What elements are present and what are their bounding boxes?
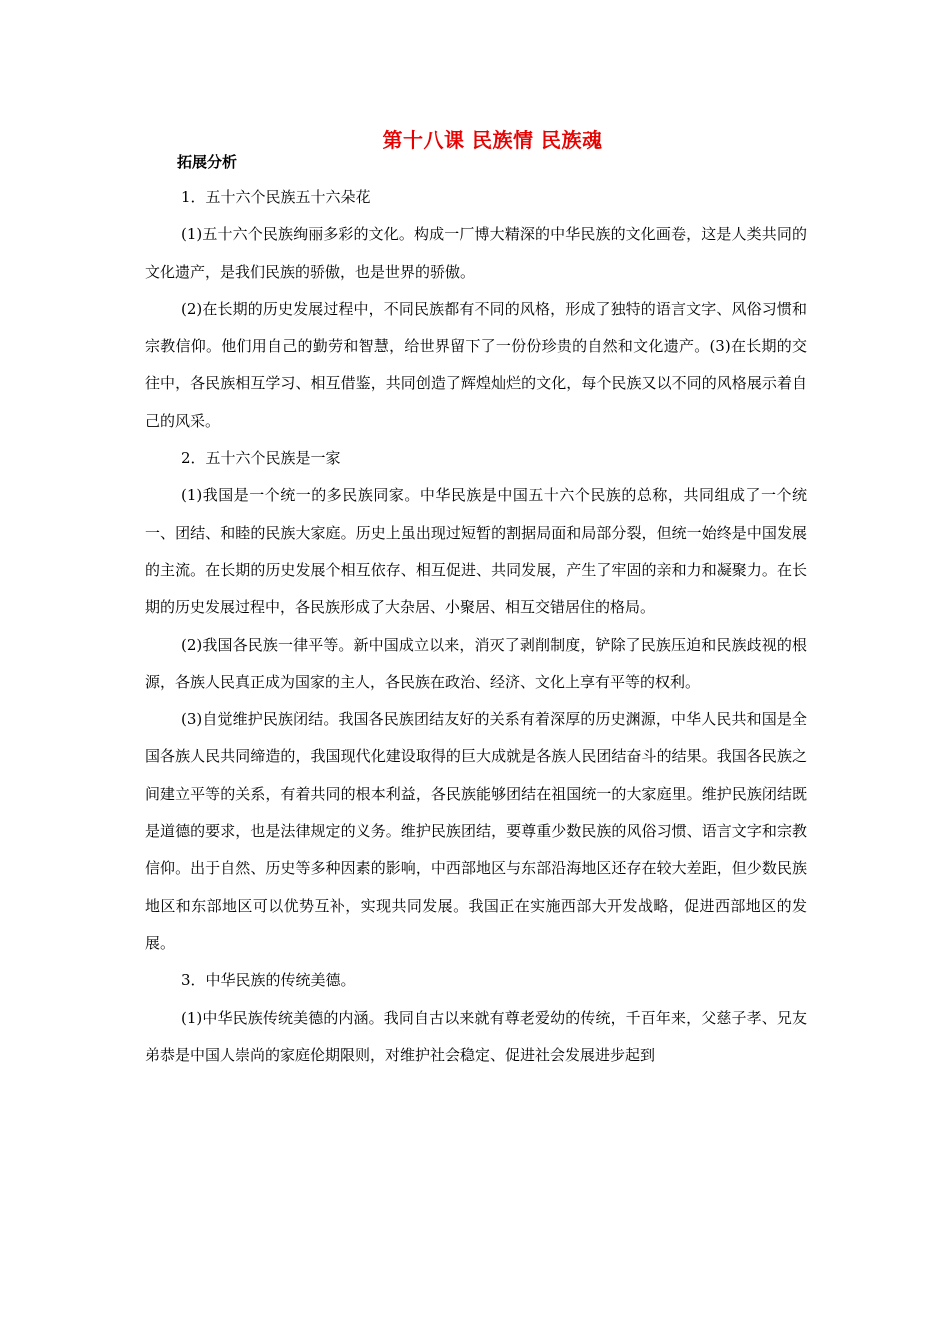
page-title: 第十八课 民族情 民族魂 bbox=[382, 128, 603, 152]
document-body bbox=[145, 179, 807, 1074]
paragraph: (3)自觉维护民族闭结。我国各民族团结友好的关系有着深厚的历史渊源，中华人民共和国是全国各族人民共同缔造的，我国现代化建设取得的巨大成就是各族人民团结奋斗的结果。我国各民族之间建立平等的关系，有着共同的根本利益，各民族能够团结在祖国统一的大家庭里。维护民族闭结既是道德的要求，也是法律规定的义务。维护民族团结，要尊重少数民族的风俗习惯、语言文字和宗教信仰。出于自然、历史等多种因素的影响，中西部地区与东部沿海地区还存在较大差距，但少数民族地区和东部地区可以优势互补，实现共同发展。我国正在实施西部大开发战略，促进西部地区的发展。 bbox=[145, 710, 807, 952]
section-heading: 2．五十六个民族是一家 bbox=[181, 449, 341, 468]
paragraph: (1)我国是一个统一的多民族同家。中华民族是中国五十六个民族的总称，共同组成了一个统一、团结、和睦的民族大家庭。历史上虽出现过短暂的割据局面和局部分裂，但统一始终是中国发展的主流。在长期的历史发展个相互依存、相互促进、共同发展，产生了牢固的亲和力和凝聚力。在长期的历史发展过程中，各民族形成了大杂居、小聚居、相互交错居住的格局。 bbox=[145, 486, 807, 617]
section-heading: 3．中华民族的传统美德。 bbox=[181, 971, 356, 990]
paragraph: (2)我国各民族一律平等。新中国成立以来，消灭了剥削制度，铲除了民族压迫和民族歧视的根源，各族人民真正成为国家的主人，各民族在政治、经济、文化上享有平等的权利。 bbox=[145, 635, 807, 691]
paragraph: (1)五十六个民族绚丽多彩的文化。构成一厂博大精深的中华民族的文化画卷，这是人类共同的文化遗产，是我们民族的骄傲，也是世界的骄傲。 bbox=[145, 225, 807, 281]
section-heading: 1．五十六个民族五十六朵花 bbox=[181, 188, 371, 206]
paragraph: (1)中华民族传统美德的内涵。我同自古以来就有尊老爱幼的传统，千百年来，父慈子孝、兄友弟恭是中国人崇尚的家庭伦期限则，对维护社会稳定、促进社会发展进步起到 bbox=[145, 1008, 807, 1064]
section-label: 拓展分析 bbox=[177, 153, 238, 171]
paragraph: (2)在长期的历史发展过程中，不同民族都有不同的风格，形成了独特的语言文字、风俗习惯和宗教信仰。他们用自己的勤劳和智慧，给世界留下了一份份珍贵的自然和文化遗产。(3)在长期的交往中，各民族相互学习、相互借鉴，共同创造了辉煌灿烂的文化，每个民族又以不同的风格展示着自己的风采。 bbox=[145, 299, 807, 430]
